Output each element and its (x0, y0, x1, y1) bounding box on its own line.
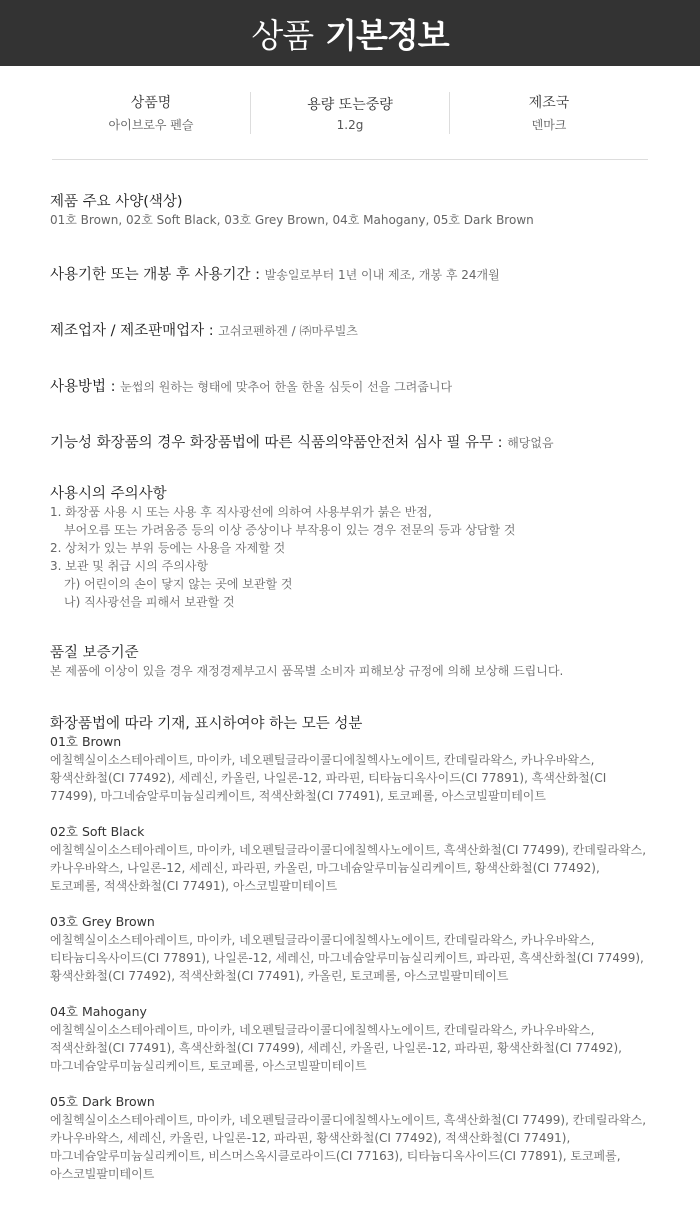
caution-line: 1. 화장품 사용 시 또는 사용 후 직사광선에 의하여 사용부위가 붉은 반점, (50, 505, 432, 519)
ingredient-line: 황색산화철(CI 77492), 적색산화철(CI 77491), 카올린, 토코페롤, 아스코빌팔미테이트 (50, 969, 509, 983)
spec-section (50, 190, 650, 229)
ingredient-line: 에칠헥실이소스테아레이트, 마이카, 네오펜틸글라이콜디에칠헥사노에이트, 칸데릴라왁스, 카나우바왁스, (50, 1023, 595, 1037)
ingredient-line: 에칠헥실이소스테아레이트, 마이카, 네오펜틸글라이콜디에칠헥사노에이트, 칸데릴라왁스, 카나우바왁스, (50, 933, 595, 947)
ingredient-line: 황색산화철(CI 77492), 세레신, 카올린, 나일론-12, 파라핀, 티타늄디옥사이드(CI 77891), 흑색산화철(CI (50, 771, 607, 785)
functional-row (50, 431, 650, 452)
summary-volume (250, 92, 450, 134)
header-title-bold: 기본정보 (325, 15, 449, 55)
summary-bar (52, 66, 648, 160)
caution-title: 사용시의 주의사항 (50, 486, 167, 502)
summary-value: 1.2g (336, 117, 364, 132)
usage-title: 사용방법 : (50, 379, 116, 395)
ingredient-line: 에칠헥실이소스테아레이트, 마이카, 네오펜틸글라이콜디에칠헥사노에이트, 흑색산화철(CI 77499), 칸데릴라왁스, (50, 1113, 647, 1127)
ingredient-group (50, 823, 650, 895)
ingredient-line: 카나우바왁스, 세레신, 카올린, 나일론-12, 파라핀, 황색산화철(CI 77492), 적색산화철(CI 77491), (50, 1131, 571, 1145)
caution-section (50, 482, 650, 611)
ingredient-line: 적색산화철(CI 77491), 흑색산화철(CI 77499), 세레신, 카올린, 나일론-12, 파라핀, 황색산화철(CI 77492), (50, 1041, 622, 1055)
maker-row (50, 319, 650, 340)
ingredient-shade-name: 03호 Grey Brown (50, 914, 155, 929)
summary-label: 용량 또는중량 (307, 96, 393, 113)
ingredient-line: 마그네슘알루미늄실리케이트, 토코페롤, 아스코빌팔미테이트 (50, 1059, 367, 1073)
ingredient-line: 아스코빌팔미테이트 (50, 1167, 155, 1181)
quality-value: 본 제품에 이상이 있을 경우 재정경제부고시 품목별 소비자 피해보상 규정에 의해 보상해 드립니다. (50, 664, 564, 678)
ingredient-group (50, 1093, 650, 1183)
expiry-value: 발송일로부터 1년 이내 제조, 개봉 후 24개월 (264, 268, 500, 282)
spec-value: 01호 Brown, 02호 Soft Black, 03호 Grey Brown, 04호 Mahogany, 05호 Dark Brown (50, 213, 534, 227)
functional-title: 기능성 화장품의 경우 화장품법에 따른 식품의약품안전처 심사 필 유무 : (50, 435, 503, 451)
caution-line: 나) 직사광선을 피해서 보관할 것 (64, 595, 235, 609)
caution-line: 부어오름 또는 가려움증 등의 이상 증상이나 부작용이 있는 경우 전문의 등과 상담할 것 (64, 523, 516, 537)
expiry-title: 사용기한 또는 개봉 후 사용기간 : (50, 267, 261, 283)
summary-label: 제조국 (528, 95, 570, 111)
ingredient-line: 카나우바왁스, 나일론-12, 세레신, 파라핀, 카올린, 마그네슘알루미늄실리케이트, 황색산화철(CI 77492), (50, 861, 600, 875)
usage-row (50, 375, 650, 396)
ingredient-shade-name: 04호 Mahogany (50, 1004, 147, 1019)
ingredients-section (50, 712, 650, 1183)
ingredient-group (50, 913, 650, 985)
ingredient-line: 토코페롤, 적색산화철(CI 77491), 아스코빌팔미테이트 (50, 879, 338, 893)
summary-value: 덴마크 (531, 118, 567, 132)
ingredient-line: 77499), 마그네슘알루미늄실리케이트, 적색산화철(CI 77491), 토코페롤, 아스코빌팔미테이트 (50, 789, 546, 803)
ingredient-line: 마그네슘알루미늄실리케이트, 비스머스옥시클로라이드(CI 77163), 티타늄디옥사이드(CI 77891), 토코페롤, (50, 1149, 621, 1163)
caution-line: 가) 어린이의 손이 닿지 않는 곳에 보관할 것 (64, 577, 293, 591)
quality-title: 품질 보증기준 (50, 645, 139, 661)
expiry-row (50, 263, 650, 284)
page-header (0, 0, 700, 66)
ingredient-line: 티타늄디옥사이드(CI 77891), 나일론-12, 세레신, 마그네슘알루미늄실리케이트, 파라핀, 흑색산화철(CI 77499), (50, 951, 644, 965)
usage-value: 눈썹의 원하는 형태에 맞추어 한올 한올 심듯이 선을 그려줍니다 (120, 380, 453, 394)
ingredient-group (50, 733, 650, 805)
maker-value: 고쉬코펜하겐 / ㈜마루빌츠 (218, 324, 358, 338)
summary-value: 아이브로우 펜슬 (108, 118, 194, 132)
summary-country (450, 92, 648, 134)
spec-title: 제품 주요 사양(색상) (50, 194, 183, 210)
ingredient-group (50, 1003, 650, 1075)
quality-section (50, 641, 650, 680)
summary-label: 상품명 (130, 95, 172, 111)
info-content (0, 190, 700, 1183)
functional-value: 해당없음 (507, 436, 554, 450)
ingredient-line: 에칠헥실이소스테아레이트, 마이카, 네오펜틸글라이콜디에칠헥사노에이트, 칸데릴라왁스, 카나우바왁스, (50, 753, 595, 767)
ingredient-shade-name: 02호 Soft Black (50, 824, 145, 839)
caution-line: 3. 보관 및 취급 시의 주의사항 (50, 559, 209, 573)
summary-product-name (52, 92, 250, 134)
maker-title: 제조업자 / 제조판매업자 : (50, 323, 214, 339)
ingredient-shade-name: 01호 Brown (50, 734, 122, 749)
header-title-light: 상품 (251, 15, 314, 55)
caution-line: 2. 상처가 있는 부위 등에는 사용을 자제할 것 (50, 541, 286, 555)
ingredients-title: 화장품법에 따라 기재, 표시하여야 하는 모든 성분 (50, 716, 363, 732)
ingredient-line: 에칠헥실이소스테아레이트, 마이카, 네오펜틸글라이콜디에칠헥사노에이트, 흑색산화철(CI 77499), 칸데릴라왁스, (50, 843, 647, 857)
ingredient-shade-name: 05호 Dark Brown (50, 1094, 155, 1109)
